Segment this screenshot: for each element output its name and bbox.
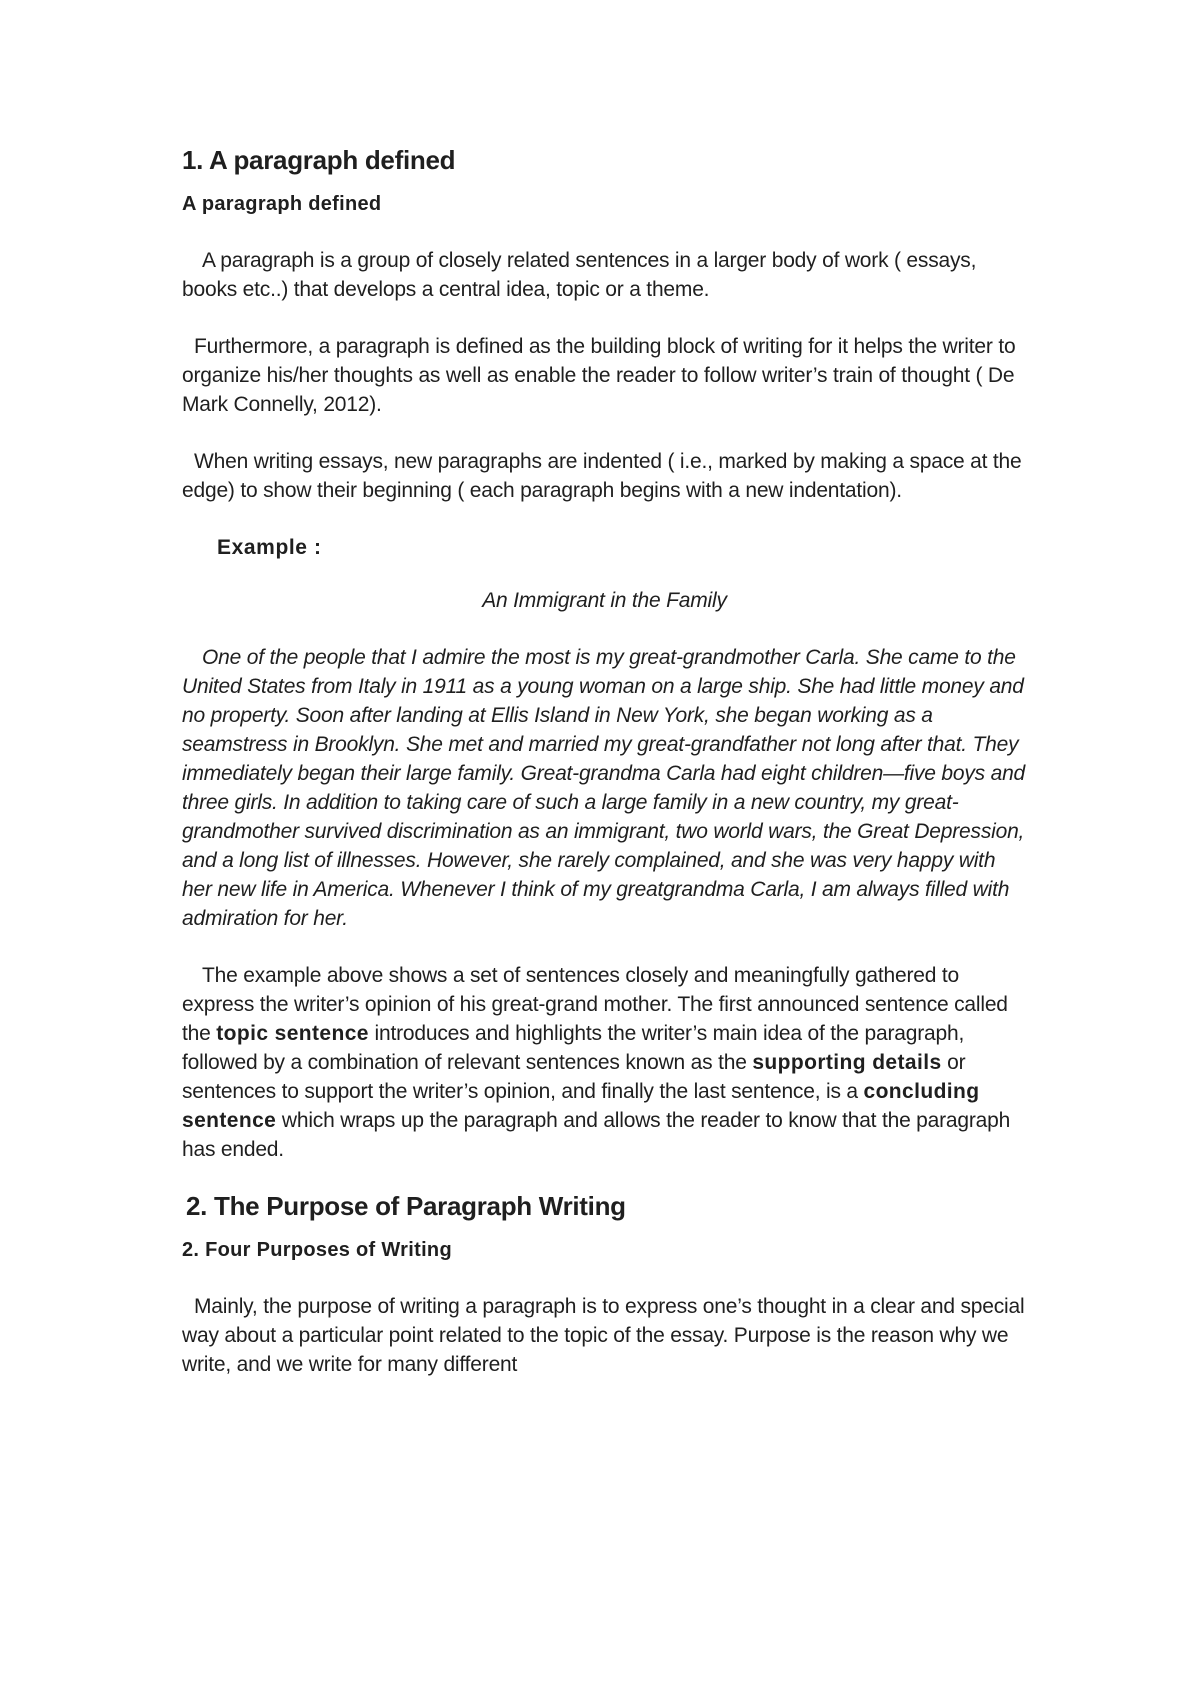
section-2-heading: 2. The Purpose of Paragraph Writing bbox=[186, 1191, 626, 1221]
explanation-text-3: or sentences to support the writer’s opinion, and finally the last sentence, is a bbox=[182, 1051, 966, 1103]
section-2-subheading: 2. Four Purposes of Writing bbox=[182, 1239, 452, 1261]
explanation-text-2: introduces and highlights the writer’s main idea of the paragraph, followed by a combination of relevant sentences known as the bbox=[182, 1022, 965, 1074]
example-title: An Immigrant in the Family bbox=[482, 589, 727, 612]
term-concluding-sentence: concluding sentence bbox=[182, 1080, 980, 1132]
document-page bbox=[182, 144, 1027, 1379]
indentation-paragraph: When writing essays, new paragraphs are indented ( i.e., marked by making a space at the edge) to show their beginning ( each paragraph begins with a new indentation). bbox=[182, 450, 1022, 502]
section-1-subheading: A paragraph defined bbox=[182, 193, 382, 215]
explanation-text-4: which wraps up the paragraph and allows the reader to know that the paragraph has ended. bbox=[182, 1109, 1011, 1161]
example-label: Example : bbox=[217, 536, 322, 559]
explanation-text-1: The example above shows a set of sentences closely and meaningfully gathered to express the writer’s opinion of his great-grand mother. The first announced sentence called the bbox=[182, 964, 1008, 1045]
term-supporting-details: supporting details bbox=[752, 1051, 942, 1074]
section-1-heading: 1. A paragraph defined bbox=[182, 145, 456, 175]
purpose-paragraph: Mainly, the purpose of writing a paragraph is to express one’s thought in a clear and special way about a particular point related to the topic of the essay. Purpose is the reason why we write, and we write for many different bbox=[182, 1295, 1025, 1376]
building-block-paragraph: Furthermore, a paragraph is defined as the building block of writing for it helps the writer to organize his/her thoughts as well as enable the reader to follow writer’s train of thought ( De Mark Connelly, 2012). bbox=[182, 335, 1016, 416]
definition-paragraph: A paragraph is a group of closely related sentences in a larger body of work ( essays, books etc..) that develops a central idea, topic or a theme. bbox=[182, 249, 977, 301]
explanation-paragraph bbox=[182, 961, 1027, 1164]
example-paragraph: One of the people that I admire the most is my great-grandmother Carla. She came to the United States from Italy in 1911 as a young woman on a large ship. She had little money and no property. Soon after landing at Ellis Island in New York, she began working as a seamstress in Brooklyn. She met and married my great-grandfather not long after that. They immediately began their large family. Great-grandma Carla had eight children—five boys and three girls. In addition to taking care of such a large family in a new country, my great-grandmother survived discrimination as an immigrant, two world wars, the Great Depression, and a long list of illnesses. However, she rarely complained, and she was very happy with her new life in America. Whenever I think of my greatgrandma Carla, I am always filled with admiration for her. bbox=[182, 646, 1026, 930]
term-topic-sentence: topic sentence bbox=[216, 1022, 369, 1045]
